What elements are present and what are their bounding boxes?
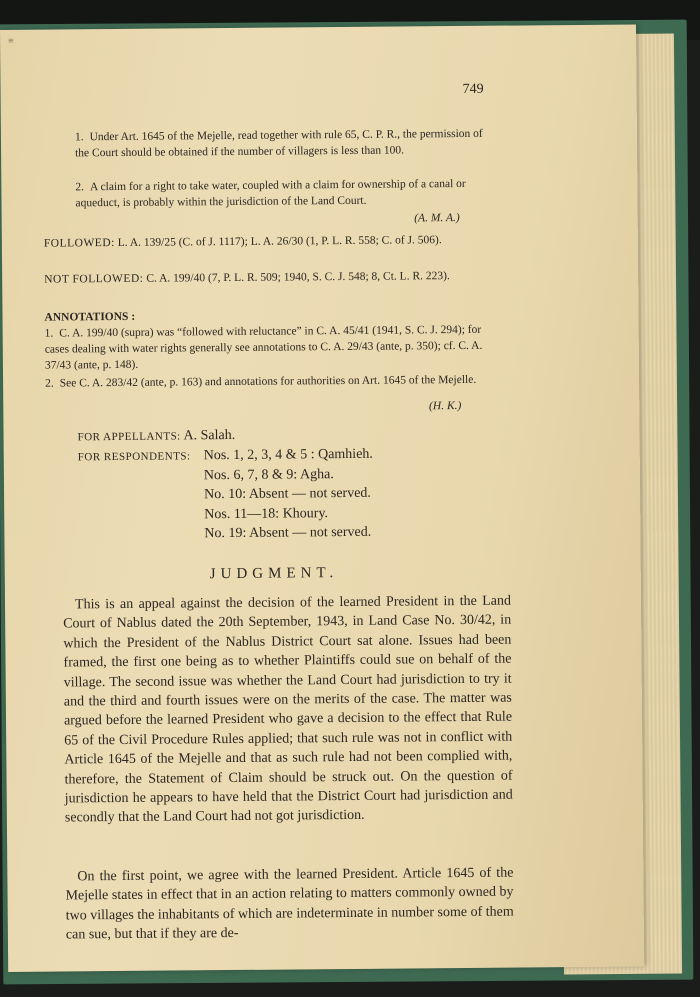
headnote-2-number: 2. [75, 181, 85, 194]
not-followed-line [44, 268, 496, 288]
annotation-1 [45, 322, 497, 374]
margin-mark: ≡ [8, 35, 14, 47]
headnote-2 [75, 176, 495, 212]
headnote-2-text: A claim for a right to take water, coupled with a claim for ownership of a canal or aqueduct, is probably within the jurisdiction of the Land Court. [75, 177, 466, 210]
headnote-1 [75, 126, 495, 162]
respondents-list [204, 444, 505, 544]
judgment-paragraph-2: On the first point, we agree with the learned President. Article 1645 of the Mejelle states in effect that in an action relating to matters commonly owned by two villages the inhabitants of which are indeterminate in number some of them can sue, but that if they are de- [65, 865, 514, 943]
annotations-signature: (H. K.) [428, 399, 462, 413]
page-number: 749 [462, 81, 484, 97]
headnote-signature: (A. M. A.) [414, 211, 460, 225]
headnote-1-number: 1. [74, 131, 84, 144]
respondent-line: Nos. 6, 7, 8 & 9: Agha. [203, 466, 334, 483]
annotation-1-number: 1. [44, 327, 54, 340]
respondent-line: No. 19: Absent — not served. [204, 524, 372, 542]
annotations-heading: ANNOTATIONS : [44, 310, 136, 324]
headnote-1-text: Under Art. 1645 of the Mejelle, read together with rule 65, C. P. R., the permission of the Court should be obtained if the number of villagers is less than 100. [75, 127, 483, 160]
judgment-heading: JUDGMENT. [209, 565, 339, 583]
annotation-2-text: See C. A. 283/42 (ante, p. 163) and annotations for authorities on Art. 1645 of the Mejelle. [59, 373, 477, 390]
appellants-value: A. Salah. [183, 427, 236, 444]
judgment-paragraph-1: This is an appeal against the decision of the learned President in the Land Court of Nablus dated the 20th September, 1943, in Land Case No. 30/42, in which the President of the Nablus District Court sat alone. Issues had been framed, the first one being as to whether Plaintiffs could sue on behalf of the village. The second issue was whether the Land Court had jurisdiction to try it and the third and fourth issues were on the merits of the case. The matter was argued before the learned President who gave a decision to the effect that Rule 65 of the Civil Procedure Rules applied; that such rule was not in conflict with Article 1645 of the Mejelle and that as such rule had not been complied with, therefore, the Statement of Claim should be struck out. On the question of jurisdiction he appears to have held that the District Court had jurisdiction and secondly that the Land Court had not got jurisdiction. [63, 593, 513, 826]
respondent-line: Nos. 11—18: Khoury. [204, 505, 329, 522]
followed-line [44, 232, 496, 252]
followed-text: L. A. 139/25 (C. of J. 1117); L. A. 26/30 (1, P. L. R. 558; C. of J. 506). [117, 234, 442, 249]
book-page [0, 24, 644, 972]
not-followed-text: C. A. 199/40 (7, P. L. R. 509; 1940, S. C. J. 548; 8, Ct. L. R. 223). [146, 270, 450, 285]
respondents-label [78, 446, 208, 467]
annotation-2 [45, 372, 497, 392]
followed-label: FOLLOWED: [43, 237, 115, 250]
annotation-1-text: C. A. 199/40 (supra) was “followed with reluctance” in C. A. 45/41 (1941, S. C. J. 294); for cases dealing with water rights generally see annotations to C. A. 29/43 (ante, p. 350); cf. C. A. 37/43 (ante, p. 148). [44, 323, 483, 372]
respondent-line: Nos. 1, 2, 3, 4 & 5 : Qamhieh. [203, 446, 373, 464]
not-followed-label: NOT FOLLOWED: [44, 272, 144, 286]
annotation-2-number: 2. [45, 377, 54, 390]
respondents-label-text: FOR RESPONDENTS: [77, 450, 191, 464]
respondent-line: No. 10: Absent — not served. [203, 485, 371, 503]
appellants-label: FOR APPELLANTS: [77, 430, 181, 444]
